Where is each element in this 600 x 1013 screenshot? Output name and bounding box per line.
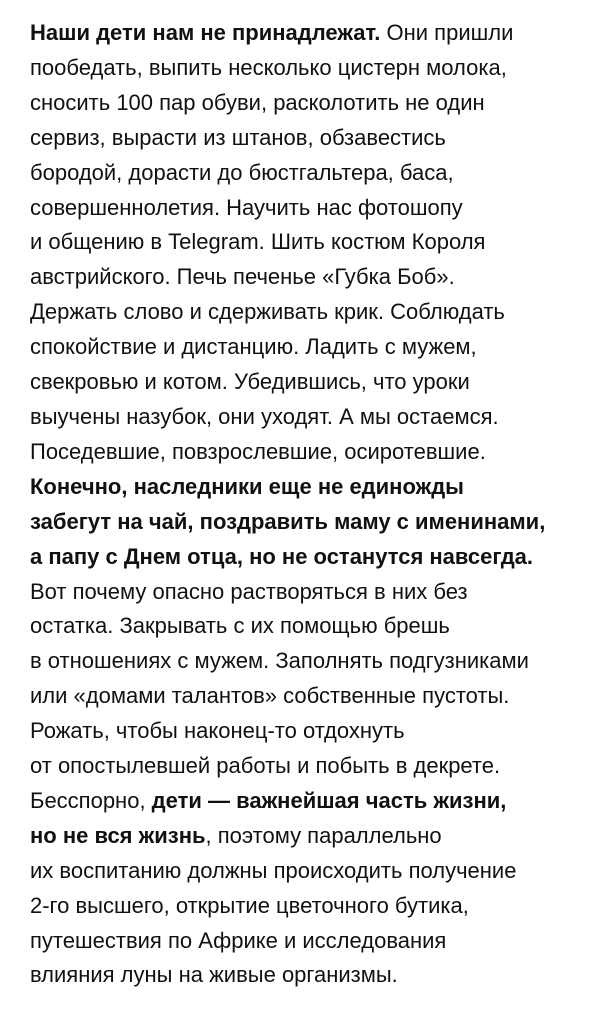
text-line: [30, 889, 580, 924]
text-segment: путешествия по Африке и исследования: [30, 927, 447, 953]
text-line: [30, 156, 580, 191]
text-line: [30, 505, 580, 540]
text-segment: совершеннолетия. Научить нас фотошопу: [30, 194, 463, 220]
article-body: [30, 16, 580, 993]
text-line: [30, 714, 580, 749]
text-line: [30, 609, 580, 644]
text-line: [30, 225, 580, 260]
text-line: [30, 260, 580, 295]
text-segment: выучены назубок, они уходят. А мы остаемся.: [30, 403, 499, 429]
text-segment: в отношениях с мужем. Заполнять подгузниками: [30, 648, 529, 674]
text-segment: Они пришли: [380, 20, 514, 45]
text-line: [30, 86, 580, 121]
text-line: [30, 575, 580, 610]
text-segment: сносить 100 пар обуви, расколотить не один: [30, 89, 485, 115]
text-line: [30, 958, 580, 993]
text-segment: спокойствие и дистанцию. Ладить с мужем,: [30, 334, 477, 360]
text-segment: пообедать, выпить несколько цистерн молока,: [30, 54, 507, 80]
text-line: [30, 191, 580, 226]
text-line: [30, 51, 580, 86]
text-line: [30, 679, 580, 714]
bold-text-segment: но не вся жизнь: [30, 822, 206, 848]
text-line: [30, 784, 580, 819]
text-line: [30, 400, 580, 435]
bold-text-segment: Конечно, наследники еще не единожды: [30, 473, 464, 499]
text-segment: остатка. Закрывать с их помощью брешь: [30, 613, 450, 639]
text-segment: от опостылевшей работы и побыть в декрете.: [30, 753, 501, 779]
text-line: [30, 470, 580, 505]
text-line: [30, 16, 580, 51]
text-line: [30, 121, 580, 156]
text-line: [30, 435, 580, 470]
text-line: [30, 924, 580, 959]
text-segment: и общению в Telegram. Шить костюм Короля: [30, 229, 486, 255]
text-segment: Поседевшие, повзрослевшие, осиротевшие.: [30, 438, 486, 464]
bold-text-segment: забегут на чай, поздравить маму с именинами,: [30, 508, 546, 534]
text-segment: 2-го высшего, открытие цветочного бутика,: [30, 892, 469, 918]
text-segment: , поэтому параллельно: [205, 822, 442, 848]
bold-text-segment: дети — важнейшая часть жизни,: [151, 787, 507, 813]
text-segment: их воспитанию должны происходить получение: [30, 857, 517, 883]
text-line: [30, 330, 580, 365]
bold-text-segment: Наши дети нам не принадлежат.: [30, 20, 381, 45]
text-segment: сервиз, вырасти из штанов, обзавестись: [30, 124, 446, 150]
text-line: [30, 644, 580, 679]
text-line: [30, 540, 580, 575]
text-line: [30, 854, 580, 889]
text-segment: австрийского. Печь печенье «Губка Боб».: [30, 264, 455, 290]
text-segment: свекровью и котом. Убедившись, что уроки: [30, 369, 470, 395]
text-segment: Рожать, чтобы наконец-то отдохнуть: [30, 718, 405, 744]
text-line: [30, 365, 580, 400]
text-segment: Бесспорно,: [30, 787, 152, 813]
text-line: [30, 749, 580, 784]
text-segment: бородой, дорасти до бюстгальтера, баса,: [30, 159, 454, 185]
text-segment: или «домами талантов» собственные пустоты.: [30, 683, 510, 709]
bold-text-segment: а папу с Днем отца, но не останутся навсегда.: [30, 543, 534, 569]
text-segment: Держать слово и сдерживать крик. Соблюдать: [30, 299, 505, 325]
text-line: [30, 819, 580, 854]
text-segment: Вот почему опасно растворяться в них без: [30, 578, 468, 604]
text-line: [30, 295, 580, 330]
text-segment: влияния луны на живые организмы.: [30, 962, 398, 988]
